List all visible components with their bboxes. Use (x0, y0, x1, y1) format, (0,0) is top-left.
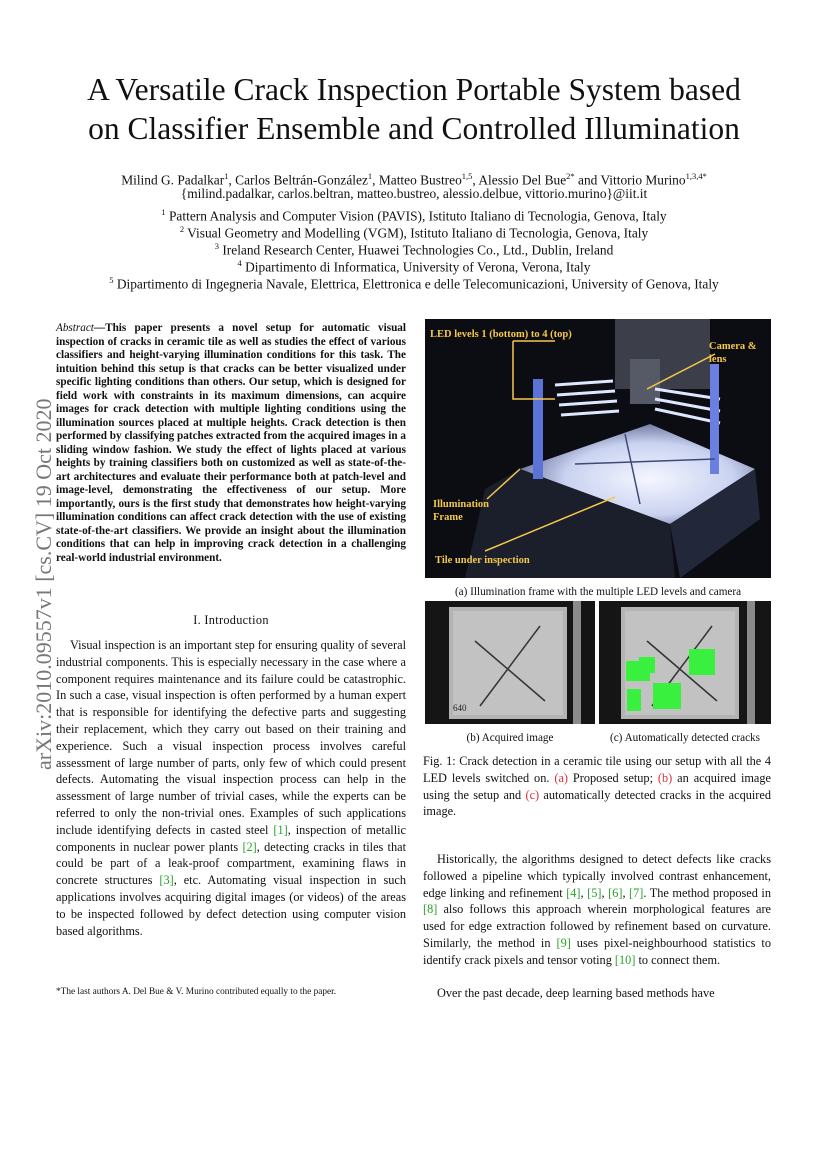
author-name: , Alessio Del Bue (472, 172, 567, 188)
citation-link[interactable]: [10] (614, 952, 636, 967)
section-heading-introduction: I. Introduction (193, 613, 269, 627)
caption-text: automatically detected cracks in the acquired image. (423, 787, 771, 819)
right-column-paragraph (423, 851, 771, 969)
affil-text: Dipartimento di Ingegneria Navale, Elettrica, Elettronica e delle Telecomunicazioni, University of Genova, Italy (116, 276, 719, 292)
label-tile: Tile under inspection (435, 555, 530, 566)
author-affil: 1 (367, 171, 373, 181)
affil-text: Ireland Research Center, Huawei Technologies Co., Ltd., Dublin, Ireland (222, 242, 614, 258)
body-text: Historically, the algorithms designed to detect defects like cracks followed a pipeline which typically involved contrast enhancement, edge linking and refinement (423, 852, 771, 900)
title-line-1: A Versatile Crack Inspection Portable System based (87, 72, 741, 107)
caption-text: an acquired image using the setup and (423, 770, 771, 802)
subfigure-link-c[interactable]: (c) (525, 787, 540, 802)
subcaption-a: (a) Illumination frame with the multiple LED levels and camera (454, 586, 742, 598)
intro-text: , etc. Automating visual inspection in such applications involves acquiring digital images (or videos) of the areas to be inspected followed by defect detection using computer vision based algorithms. (56, 873, 406, 938)
intro-text: Visual inspection is an important step for ensuring quality of several industrial components. This is especially necessary in the case where a component requires maintenance and its failure could be catastrophic. In such a case, visual inspection is often performed by a human expert that is responsible for identifying the defective parts and suggesting their replacement, which they carry out based on their training and experience. Such a visual inspection process involves careful assessment of large number of parts, only few of which could present defects. Automating the visual inspection process can help in the assessment of large number of trivial cases, while the experts can be referred to only the non-trivial ones. Examples of such applications include identifying defects in casted steel (56, 638, 406, 837)
citation-link[interactable]: [1] (273, 822, 288, 837)
citation-link[interactable]: [2] (242, 839, 257, 854)
body-text: also follows this approach wherein morphological features are used for edge extraction followed by refinement based on curvature. Similarly, the method in (423, 902, 771, 950)
label-frame: Frame (433, 512, 463, 523)
intro-text: , inspection of metallic components in nuclear power plants (56, 822, 406, 854)
citation-link[interactable]: [5] (587, 885, 602, 900)
figure-setup-photo (425, 319, 771, 578)
paper-title (40, 70, 788, 148)
detected-cracks-illustration (599, 601, 771, 724)
body-text: , (601, 885, 609, 900)
figure-acquired-image (425, 601, 595, 724)
subcaption-b: (b) Acquired image (466, 732, 554, 744)
body-text: , (580, 885, 588, 900)
caption-text: Proposed setup; (568, 770, 658, 785)
body-text: , (622, 885, 630, 900)
author-name: , Matteo Bustreo (372, 172, 462, 188)
author-affil: 1,3,4* (685, 171, 707, 181)
citation-link[interactable]: [7] (629, 885, 644, 900)
citation-link[interactable]: [6] (608, 885, 623, 900)
affil-text: Pattern Analysis and Computer Vision (PAVIS), Istituto Italiano di Tecnologia, Genova, Italy (168, 208, 667, 224)
affil-number: 1 (161, 207, 166, 217)
abstract-text: —This paper presents a novel setup for automatic visual inspection of cracks in ceramic tile as well as studies the effect of various classifiers and height-varying illumination conditions for this task. The intuition behind this setup is that cracks can be better visualized under specific lighting conditions than others. Our setup, which is designed for field work with constraints in its maximum dimensions, can acquire images for crack detection with multiple lighting conditions using the illumination sources placed at multiple heights. Crack detection is then performed by classifying patches extracted from the acquired images in a sliding window fashion. We study the effect of lights placed at various heights by training classifiers both on customized as well as state-of-the-art architectures and evaluate their performance both at patch-level and image-level, demonstrating the effectiveness of our setup. More importantly, ours is the first study that demonstrates how height-varying illumination conditions can affect crack detection with the use of existing state-of-the-art classifiers. We provide an insight about the illumination conditions that can help in improving crack detection in a challenging real-world industrial environment. (56, 322, 406, 564)
affil-text: Dipartimento di Informatica, University of Verona, Verona, Italy (245, 259, 591, 275)
footnote: *The last authors A. Del Bue & V. Murino contributed equally to the paper. (56, 987, 337, 997)
body-text: to connect them. (635, 952, 721, 967)
intro-paragraph (56, 637, 406, 939)
title-line-2: on Classifier Ensemble and Controlled Illumination (88, 111, 740, 146)
label-led-levels: LED levels 1 (bottom) to 4 (top) (430, 329, 572, 340)
subcaption-c: (c) Automatically detected cracks (609, 732, 761, 744)
abstract-label: Abstract (56, 322, 94, 334)
body-text: uses pixel-neighbourhood statistics to identify crack pixels and tensor voting (423, 935, 771, 967)
affil-text: Visual Geometry and Modelling (VGM), Istituto Italiano di Tecnologia, Genova, Italy (187, 225, 649, 241)
citation-link[interactable]: [4] (566, 885, 581, 900)
body-text: . The method proposed in (643, 885, 771, 900)
affiliation-5 (30, 272, 798, 292)
citation-link[interactable]: [8] (423, 902, 438, 917)
arxiv-identifier: arXiv:2010.09557v1 [cs.CV] 19 Oct 2020 (31, 398, 56, 770)
caption-text: Fig. 1: Crack detection in a ceramic tile using our setup with all the 4 LED levels switched on. (423, 754, 771, 785)
label-lens: lens (709, 354, 727, 365)
right-column-paragraph-2: Over the past decade, deep learning based methods have (437, 986, 715, 1000)
abstract (56, 322, 406, 565)
label-illumination: Illumination (433, 499, 490, 510)
citation-link[interactable]: [9] (556, 935, 571, 950)
author-name: Milind G. Padalkar (121, 172, 225, 188)
author-affil: 1,5 (461, 171, 473, 181)
label-camera: Camera & (709, 341, 757, 352)
affil-number: 4 (237, 258, 242, 268)
affil-number: 5 (109, 275, 114, 285)
affil-number: 3 (214, 241, 219, 251)
author-name: , Carlos Beltrán-González (228, 172, 368, 188)
citation-link[interactable]: [3] (159, 873, 174, 888)
author-affil: 1 (224, 171, 229, 181)
author-emails: {milind.padalkar, carlos.beltran, matteo.bustreo, alessio.delbue, vittorio.murino}@iit.it (180, 186, 648, 201)
author-name: and Vittorio Murino (574, 172, 686, 188)
intro-text: , detecting cracks in tiles that could be part of a leak-proof compartment, examining flaws in concrete structures (56, 839, 406, 888)
figure-caption (423, 753, 771, 820)
affil-number: 2 (179, 224, 185, 234)
author-affil: 2* (566, 171, 575, 181)
subfigure-link-a[interactable]: (a) (554, 770, 568, 785)
acquired-image-illustration (425, 601, 595, 724)
subfigure-link-b[interactable]: (b) (657, 770, 673, 785)
figure-detected-cracks (599, 601, 771, 724)
tile-mark: 640 (453, 703, 467, 713)
